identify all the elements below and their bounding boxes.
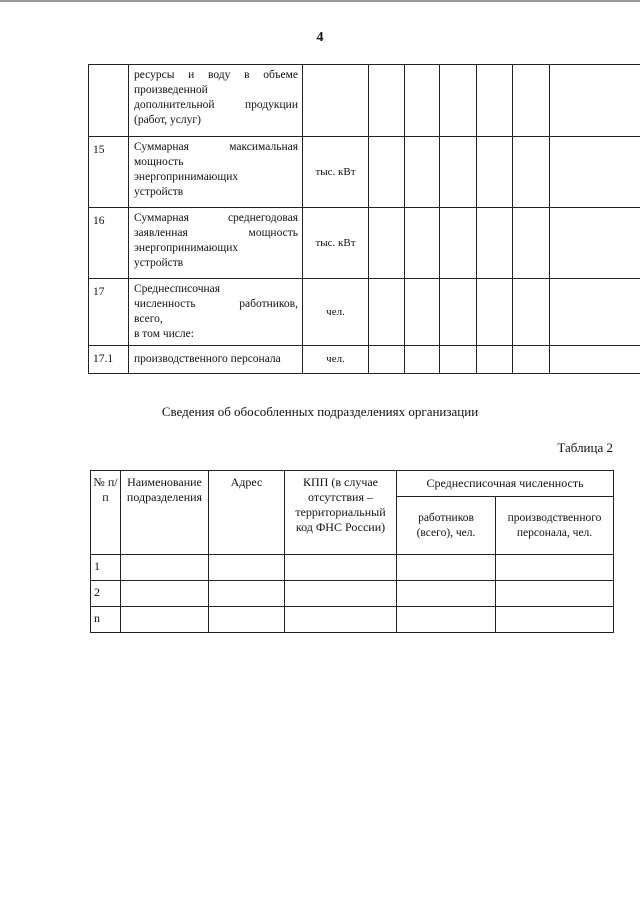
page-number: 4 — [316, 30, 324, 45]
row-number: 16 — [89, 208, 129, 279]
header-kpp: КПП (в случае отсутствия – территориальный код ФНС России) — [285, 471, 397, 555]
description-line: мощность — [134, 156, 184, 168]
table-caption: Таблица 2 — [557, 440, 613, 455]
subdivision-number: 2 — [91, 581, 121, 607]
value-cell — [550, 346, 640, 374]
subdivision-cell — [397, 607, 496, 633]
description-line: Среднесписочная — [134, 283, 221, 295]
description-line: устройств — [134, 257, 184, 269]
description-line: произведенной — [134, 84, 208, 96]
value-cell — [513, 208, 550, 279]
page-top-edge — [0, 0, 640, 2]
header-production-staff: производственного персонала, чел. — [496, 497, 614, 555]
subdivision-cell — [496, 581, 614, 607]
description-line: ресурсы и воду в объеме — [134, 69, 298, 81]
unit-cell: чел. — [303, 346, 369, 374]
section-title: Сведения об обособленных подразделениях организации — [161, 404, 479, 419]
value-cell — [369, 137, 405, 208]
subdivision-cell — [285, 607, 397, 633]
subdivision-number: 1 — [91, 555, 121, 581]
value-cell — [440, 279, 477, 346]
indicators-table — [88, 64, 640, 374]
subdivision-cell — [496, 607, 614, 633]
row-number: 15 — [89, 137, 129, 208]
description-line: Суммарная среднегодовая — [134, 212, 298, 224]
description-line: численность работников, — [134, 298, 298, 310]
header-average-headcount: Среднесписочная численность — [397, 471, 614, 497]
value-cell — [477, 65, 513, 137]
value-cell — [477, 279, 513, 346]
subdivision-cell — [285, 555, 397, 581]
value-cell — [513, 346, 550, 374]
indicator-description — [129, 65, 303, 137]
header-name: Наименование подразделения — [121, 471, 209, 555]
subdivision-cell — [121, 607, 209, 633]
unit-cell: тыс. кВт — [303, 208, 369, 279]
indicator-row — [89, 208, 640, 279]
unit-cell — [303, 65, 369, 137]
subdivision-cell — [209, 607, 285, 633]
subdivision-cell — [209, 581, 285, 607]
description-line: дополнительной продукции — [134, 99, 298, 111]
value-cell — [440, 137, 477, 208]
value-cell — [405, 137, 440, 208]
value-cell — [477, 346, 513, 374]
indicator-row — [89, 346, 640, 374]
value-cell — [405, 346, 440, 374]
value-cell — [550, 137, 640, 208]
row-number: 17.1 — [89, 346, 129, 374]
value-cell — [550, 208, 640, 279]
value-cell — [477, 208, 513, 279]
subdivision-row — [91, 581, 614, 607]
value-cell — [405, 279, 440, 346]
indicator-description — [129, 137, 303, 208]
value-cell — [513, 279, 550, 346]
value-cell — [440, 346, 477, 374]
value-cell — [513, 65, 550, 137]
value-cell — [369, 65, 405, 137]
indicator-description — [129, 208, 303, 279]
subdivision-cell — [209, 555, 285, 581]
row-number — [89, 65, 129, 137]
value-cell — [477, 137, 513, 208]
header-workers: работников (всего), чел. — [397, 497, 496, 555]
subdivision-number: n — [91, 607, 121, 633]
indicator-row — [89, 137, 640, 208]
description-line: энергопринимающих — [134, 242, 239, 254]
subdivision-cell — [121, 581, 209, 607]
subdivision-row — [91, 555, 614, 581]
subdivision-cell — [397, 581, 496, 607]
subdivision-cell — [397, 555, 496, 581]
unit-cell: тыс. кВт — [303, 137, 369, 208]
subdivision-cell — [121, 555, 209, 581]
subdivision-cell — [496, 555, 614, 581]
description-line: всего, — [134, 313, 163, 325]
value-cell — [440, 208, 477, 279]
value-cell — [405, 65, 440, 137]
value-cell — [513, 137, 550, 208]
description-line: энергопринимающих — [134, 171, 239, 183]
indicator-description — [129, 279, 303, 346]
value-cell — [440, 65, 477, 137]
header-num: № п/п — [91, 471, 121, 555]
description-line: в том числе: — [134, 328, 194, 340]
indicator-row — [89, 279, 640, 346]
description-line: устройств — [134, 186, 184, 198]
value-cell — [405, 208, 440, 279]
indicator-row — [89, 65, 640, 137]
subdivision-cell — [285, 581, 397, 607]
description-line: Суммарная максимальная — [134, 141, 298, 153]
value-cell — [550, 65, 640, 137]
subdivisions-table — [90, 470, 614, 633]
subdivision-row — [91, 607, 614, 633]
value-cell — [369, 279, 405, 346]
unit-cell: чел. — [303, 279, 369, 346]
header-address: Адрес — [209, 471, 285, 555]
description-line: производственного персонала — [134, 353, 281, 365]
indicator-description — [129, 346, 303, 374]
value-cell — [369, 346, 405, 374]
description-line: (работ, услуг) — [134, 114, 201, 126]
value-cell — [550, 279, 640, 346]
description-line: заявленная мощность — [134, 227, 298, 239]
value-cell — [369, 208, 405, 279]
row-number: 17 — [89, 279, 129, 346]
